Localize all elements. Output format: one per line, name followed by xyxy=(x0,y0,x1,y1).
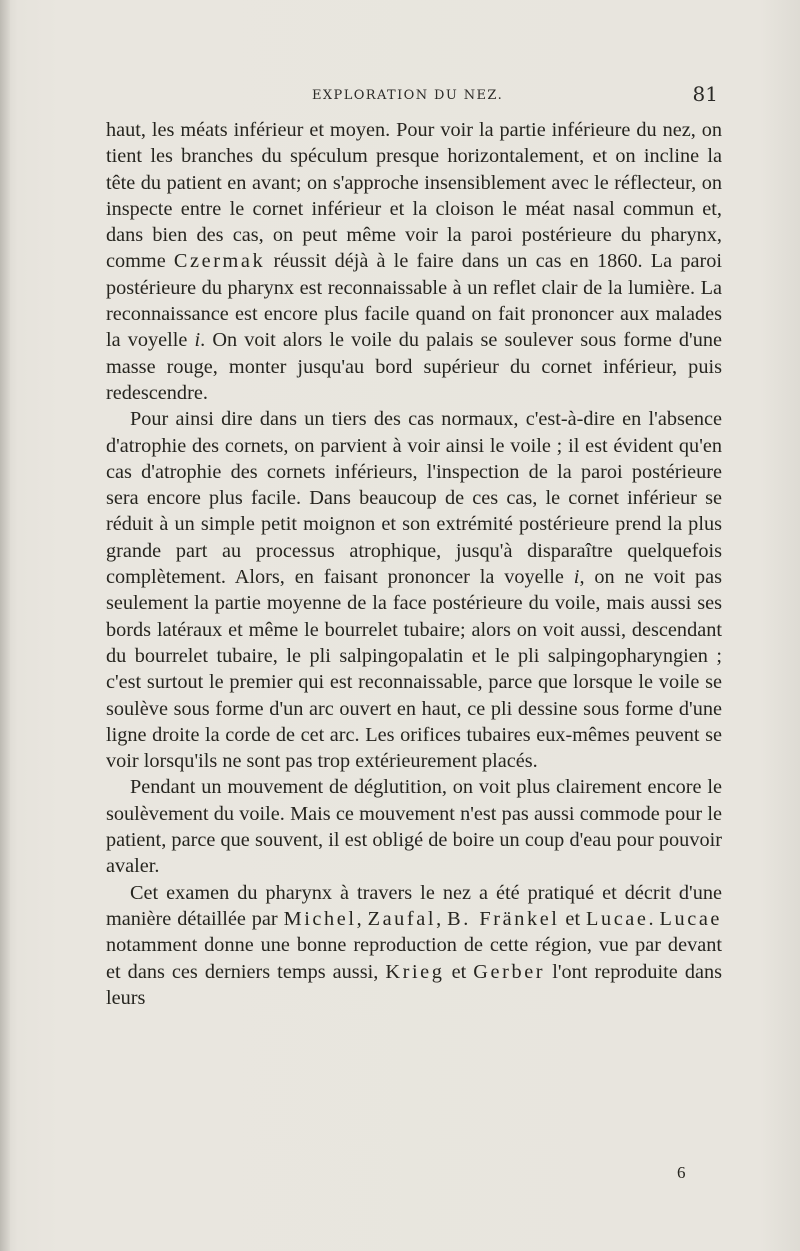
text-run: , xyxy=(436,907,448,930)
text-run: haut, les méats inférieur et moyen. Pour voir la partie inférieure du nez, on tient les branches du spéculum presque horizontalement, et on incline la tête du patient en avant; on s'approche insensiblement avec le réflecteur, on inspecte entre le cornet inférieur et la cloison le méat nasal commun et, dans bien des cas, on peut même voir la paroi postérieure du pharynx, comme xyxy=(106,119,722,273)
paragraph-2 xyxy=(106,406,722,774)
signature-mark: 6 xyxy=(677,1163,686,1182)
page-gutter-shadow xyxy=(0,0,10,1251)
text-run: Pour ainsi dire dans un tiers des cas normaux, c'est-à-dire en l'absence d'atrophie des cornets, on parvient à voir ainsi le voile ; il est évident qu'en cas d'atrophie des cornets inférieurs, l'inspection de la paroi postérieure sera encore plus facile. Dans beaucoup de ces cas, le cornet inférieur se réduit à un simple petit moignon et son extrémité postérieure prend la plus grande part au processus atrophique, jusqu'à disparaître quelquefois complètement. Alors, en faisant prononcer la voyelle xyxy=(106,408,722,589)
italic-vowel: i xyxy=(573,566,580,589)
author-name: Zaufal xyxy=(367,907,437,930)
text-run: Cet examen du pharynx à travers le nez a été pratiqué et décrit d'une manière détaillée par xyxy=(106,881,722,930)
text-run: . On voit alors le voile du palais se soulever sous forme d'une masse rouge, monter jusqu'au bord supérieur du cornet inférieur, puis redescendre. xyxy=(106,329,722,404)
text-run: , on ne voit pas seulement la partie moyenne de la face postérieure du voile, mais aussi ses bords latéraux et même le bourrelet tubaire; alors on voit aussi, descendant du bourrelet tubaire, le pli salpingopalatin et le pli salpingopharyngien ; c'est surtout le premier qui est reconnaissable, parce que lorsque le voile se soulève sous forme d'un arc ouvert en haut, ce pli dessine sous forme d'une ligne droite la corde de cet arc. Les orifices tubaires eux-mêmes peuvent se voir lorsqu'ils ne sont pas trop extérieurement placés. xyxy=(106,566,722,773)
page-header xyxy=(106,82,722,112)
text-run: et xyxy=(444,960,474,983)
text-run: Pendant un mouvement de déglutition, on voit plus clairement encore le soulèvement du voile. Mais ce mouvement n'est pas aussi commode pour le patient, parce que souvent, il est obligé de boire un coup d'eau pour pouvoir avaler. xyxy=(106,776,722,878)
italic-vowel: i xyxy=(194,329,201,352)
paragraph-3 xyxy=(106,774,722,879)
author-name: B. Fränkel xyxy=(447,907,560,930)
author-name: Lucae xyxy=(585,907,649,930)
text-run: , xyxy=(356,907,368,930)
author-name: Lucae xyxy=(659,907,723,930)
text-run: notamment donne une bonne reproduction de cette région, vue par devant et dans ces derniers temps aussi, xyxy=(106,934,722,983)
author-name: Krieg xyxy=(385,960,445,983)
running-title: EXPLORATION DU NEZ. xyxy=(312,88,504,103)
page-number: 81 xyxy=(692,82,718,106)
body-text xyxy=(106,117,722,1011)
author-name: Michel xyxy=(283,907,357,930)
text-run: et xyxy=(559,907,586,930)
text-run: . xyxy=(648,907,660,930)
text-run: l'ont reproduite dans leurs xyxy=(106,960,722,1009)
paragraph-4 xyxy=(106,880,722,1011)
text-run: réussit déjà à le faire dans un cas en 1860. La paroi postérieure du pharynx est reconnaissable à un reflet clair de la lumière. La reconnaissance est encore plus facile quand on fait prononcer aux malades la voyelle xyxy=(106,250,722,352)
author-name: Czermak xyxy=(173,250,266,273)
paragraph-1 xyxy=(106,117,722,406)
author-name: Gerber xyxy=(473,960,546,983)
